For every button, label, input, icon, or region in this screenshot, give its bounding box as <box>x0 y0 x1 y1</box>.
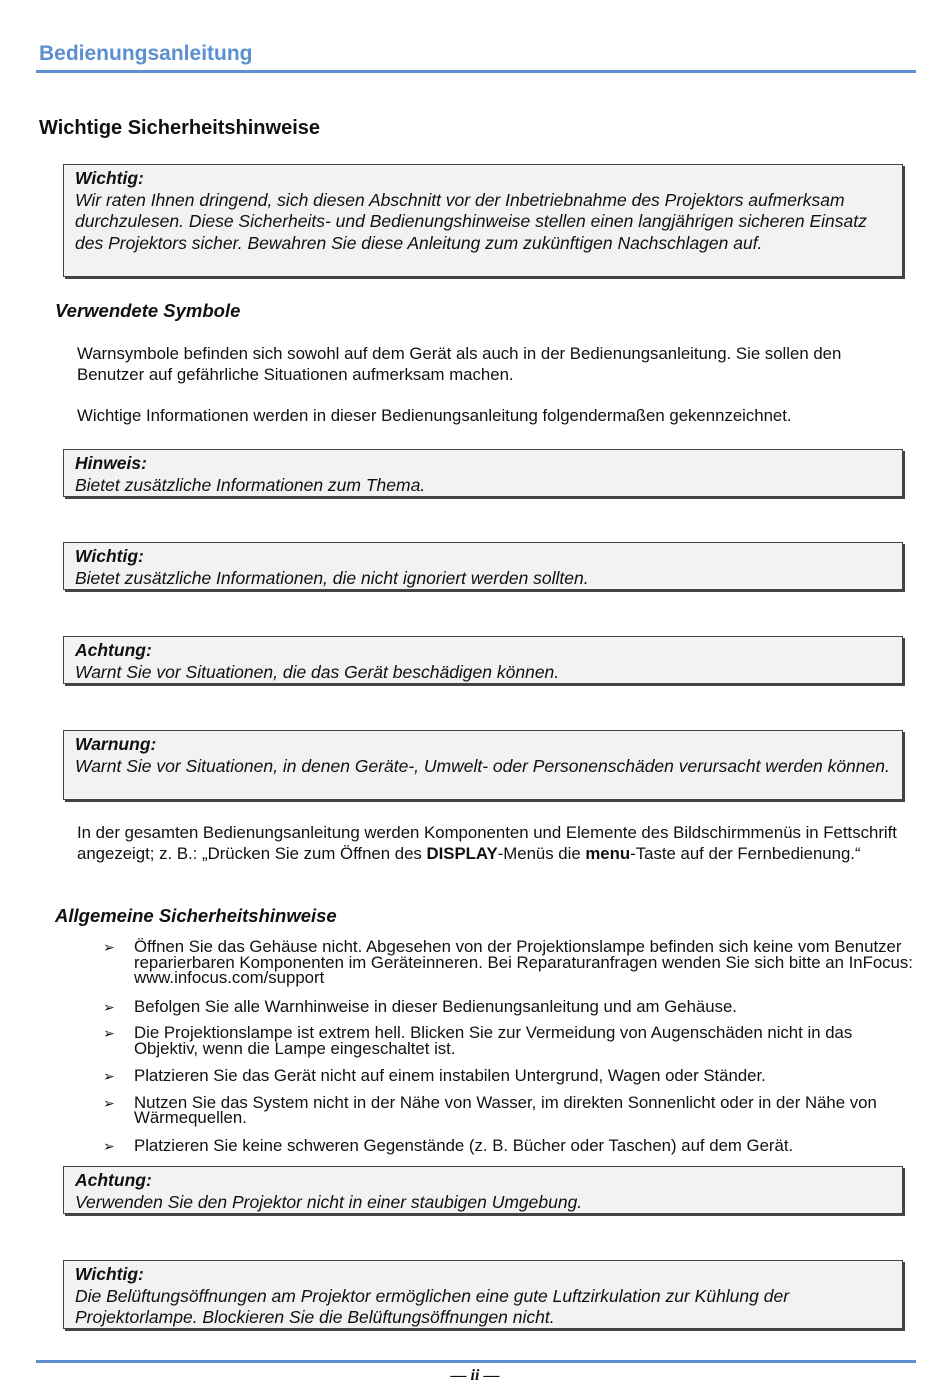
box-text: Die Belüftungsöffnungen am Projektor ermöglichen eine gute Luftzirkulation zur Kühlung der Projektorlampe. Blockieren Sie die Belüftungsöffnungen nicht. <box>75 1285 790 1327</box>
para-bold-display: DISPLAY <box>426 844 498 863</box>
box-label: Achtung: <box>75 640 152 660</box>
para-bold-menu: menu <box>585 844 631 863</box>
para-text: -Menüs die <box>497 844 586 863</box>
arrow-bullet-icon: ➢ <box>103 1137 115 1154</box>
box-label: Achtung: <box>75 1170 152 1190</box>
wichtig-box <box>63 542 903 590</box>
list-item-text: Nutzen Sie das System nicht in der Nähe von Wasser, im direkten Sonnenlicht oder in der Nähe von Wärmequellen. <box>134 1092 877 1127</box>
arrow-bullet-icon: ➢ <box>103 939 115 955</box>
section-heading-general: Allgemeine Sicherheitshinweise <box>55 905 337 926</box>
page-number: — ii — <box>450 1367 500 1384</box>
box-text: Wir raten Ihnen dringend, sich diesen Abschnitt vor der Inbetriebnahme des Projektors aufmerksam durchzulesen. Diese Sicherheits- und Bedienungshinweise stellen einen langjährigen sicheren Einsatz des Projektors sicher. Bewahren Sie diese Anleitung zum zukünftigen Nachschlagen auf. <box>75 189 867 253</box>
list-item-text: Öffnen Sie das Gehäuse nicht. Abgesehen von der Projektionslampe befinden sich keine vom Benutzer reparierbaren Komponenten im Geräteinneren. Bei Reparaturanfragen wenden Sie sich bitte an InFocus: www.infocus.com/support <box>134 937 913 987</box>
hinweis-box <box>63 449 903 497</box>
box-label: Wichtig: <box>75 546 144 566</box>
list-item <box>103 1025 913 1056</box>
list-item-text: Platzieren Sie keine schweren Gegenstände (z. B. Bücher oder Taschen) auf dem Gerät. <box>134 1135 794 1155</box>
arrow-bullet-icon: ➢ <box>103 1025 115 1041</box>
para-text: -Taste auf der Fernbedienung.“ <box>630 844 861 863</box>
header-divider <box>36 70 916 73</box>
box-text: Verwenden Sie den Projektor nicht in einer staubigen Umgebung. <box>75 1191 583 1212</box>
footer-divider <box>36 1360 916 1363</box>
arrow-bullet-icon: ➢ <box>103 998 115 1015</box>
list-item <box>103 1135 913 1155</box>
list-item-text: Befolgen Sie alle Warnhinweise in dieser Bedienungsanleitung und am Gehäuse. <box>134 996 737 1016</box>
wichtig-ventilation-box <box>63 1260 903 1329</box>
box-label: Wichtig: <box>75 168 144 188</box>
box-label: Wichtig: <box>75 1264 144 1284</box>
box-text: Warnt Sie vor Situationen, in denen Geräte-, Umwelt- oder Personenschäden verursacht werden können. <box>75 755 890 776</box>
list-item-text: Platzieren Sie das Gerät nicht auf einem instabilen Untergrund, Wagen oder Ständer. <box>134 1066 766 1085</box>
achtung-dust-box <box>63 1166 903 1214</box>
symbols-paragraph-3 <box>77 822 907 864</box>
symbols-paragraph-1: Warnsymbole befinden sich sowohl auf dem Gerät als auch in der Bedienungsanleitung. Sie sollen den Benutzer auf gefährliche Situationen aufmerksam machen. <box>77 344 842 384</box>
achtung-box <box>63 636 903 684</box>
safety-bullet-list <box>103 939 913 1163</box>
document-header-title: Bedienungsanleitung <box>39 42 253 65</box>
box-text: Warnt Sie vor Situationen, die das Gerät beschädigen können. <box>75 661 560 682</box>
section-heading-symbols: Verwendete Symbole <box>55 300 241 321</box>
box-label: Hinweis: <box>75 453 147 473</box>
para-text: In der gesamten Bedienungsanleitung werden Komponenten und Elemente des Bildschirmmenüs in Fettschrift angezeigt; z. B.: „Drücken Sie zum Öffnen des <box>77 823 897 863</box>
arrow-bullet-icon: ➢ <box>103 1094 115 1111</box>
list-item <box>103 1092 913 1127</box>
list-item <box>103 939 913 986</box>
important-intro-box <box>63 164 903 277</box>
arrow-bullet-icon: ➢ <box>103 1068 115 1084</box>
box-text: Bietet zusätzliche Informationen zum Thema. <box>75 474 426 495</box>
list-item <box>103 1068 913 1084</box>
warnung-box <box>63 730 903 800</box>
list-item-text: Die Projektionslampe ist extrem hell. Blicken Sie zur Vermeidung von Augenschäden nicht in das Objektiv, wenn die Lampe eingeschaltet ist. <box>134 1023 853 1058</box>
list-item <box>103 996 913 1016</box>
box-label: Warnung: <box>75 734 157 754</box>
box-text: Bietet zusätzliche Informationen, die nicht ignoriert werden sollten. <box>75 567 589 588</box>
page-title: Wichtige Sicherheitshinweise <box>39 117 321 139</box>
symbols-paragraph-2: Wichtige Informationen werden in dieser Bedienungsanleitung folgendermaßen gekennzeichnet. <box>77 406 792 425</box>
